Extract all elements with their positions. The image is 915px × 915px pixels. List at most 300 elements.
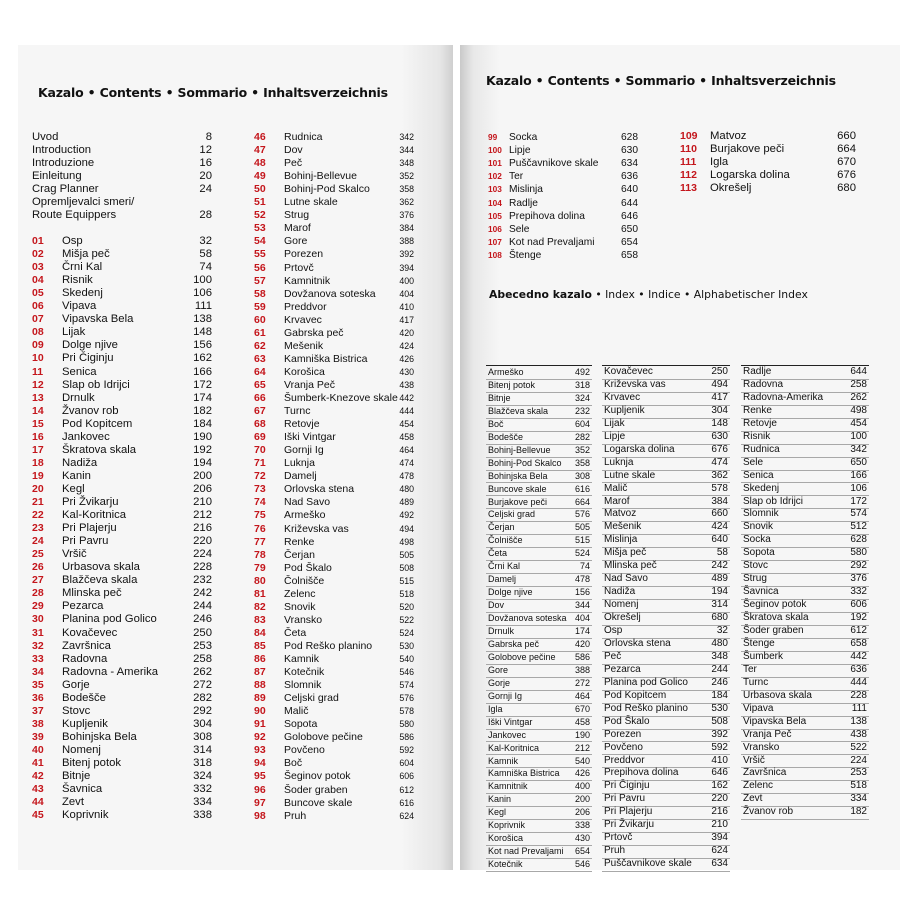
index-entry-page: 324 xyxy=(574,392,590,403)
index-entry xyxy=(741,703,869,717)
index-entry-page: 224 xyxy=(850,754,867,766)
entry-name: Jankovec xyxy=(62,430,110,443)
index-entry xyxy=(741,586,869,600)
index-entry-name: Mislinja xyxy=(604,534,638,546)
index-entry-name: Pod Reško planino xyxy=(604,702,688,714)
entry-number: 67 xyxy=(254,405,266,418)
entry-page: 660 xyxy=(837,130,856,142)
entry-name: Puščavnikove skale xyxy=(509,158,599,170)
index-entry-page: 111 xyxy=(851,702,867,714)
index-entry-name: Zelenc xyxy=(743,780,774,792)
entry-name: Gore xyxy=(284,235,308,248)
entry-number: 92 xyxy=(254,731,266,744)
index-entry-page: 342 xyxy=(850,443,867,455)
entry-name: Škratova skala xyxy=(62,443,137,456)
entry-number: 76 xyxy=(254,522,266,535)
index-entry-name: Boč xyxy=(488,418,504,429)
entry-name: Povčeno xyxy=(284,744,325,757)
entry-name: Einleitung xyxy=(32,170,82,182)
entry-name: Armeško xyxy=(284,509,326,522)
index-entry-page: 242 xyxy=(711,560,728,572)
entry-name: Završnica xyxy=(62,639,111,652)
entry-name: Nadiža xyxy=(62,456,98,469)
index-entry xyxy=(602,470,730,484)
index-entry-name: Četa xyxy=(488,548,508,559)
entry-number: 38 xyxy=(32,717,44,730)
index-entry-name: Peč xyxy=(604,650,622,662)
entry-name: Pri Žvikarju xyxy=(62,496,119,508)
index-entry-page: 162 xyxy=(711,780,728,792)
entry-page: 646 xyxy=(621,210,638,222)
index-entry xyxy=(602,612,730,626)
entry-page: 464 xyxy=(399,445,414,456)
entry-number: 77 xyxy=(254,535,266,548)
index-entry-name: Pri Žvikarju xyxy=(604,819,655,831)
entry-name: Radlje xyxy=(509,197,538,209)
index-entry xyxy=(602,444,730,458)
entry-name: Golobove pečine xyxy=(284,731,363,744)
entry-page: 630 xyxy=(621,145,638,157)
entry-name: Bohinj-Pod Skalco xyxy=(284,183,370,196)
entry-page: 242 xyxy=(193,587,212,600)
entry-number: 42 xyxy=(32,770,44,783)
index-entry-name: Retovje xyxy=(743,417,777,429)
index-entry-page: 444 xyxy=(850,676,867,688)
index-entry-page: 206 xyxy=(574,807,590,818)
index-column-2 xyxy=(602,365,730,870)
entry-number: 82 xyxy=(254,600,266,613)
entry-number: 21 xyxy=(32,496,44,508)
index-entry-name: Lutne skale xyxy=(604,469,656,481)
index-entry-name: Šavnica xyxy=(743,586,779,598)
index-entry-name: Kanin xyxy=(488,794,512,805)
entry-name: Kotečnik xyxy=(284,666,325,679)
index-entry-page: 518 xyxy=(850,780,867,792)
index-entry-page: 646 xyxy=(711,767,728,779)
index-entry xyxy=(741,690,869,704)
entry-number: 52 xyxy=(254,209,266,222)
index-entry-page: 498 xyxy=(850,404,867,416)
entry-page: 148 xyxy=(193,326,212,339)
entry-number: 45 xyxy=(32,809,44,822)
entry-name: Lipje xyxy=(509,145,531,157)
index-entry xyxy=(602,690,730,704)
entry-name: Drnulk xyxy=(62,391,95,404)
entry-number: 94 xyxy=(254,757,266,770)
entry-name: Dovžanova soteska xyxy=(284,287,376,300)
index-entry-name: Skedenj xyxy=(743,482,780,494)
entry-number: 17 xyxy=(32,443,44,456)
index-entry xyxy=(741,560,869,574)
entry-name: Pod Reško planino xyxy=(284,639,373,652)
entry-name: Logarska dolina xyxy=(710,169,790,182)
entry-page: 604 xyxy=(399,758,414,769)
index-entry-page: 650 xyxy=(850,456,867,468)
entry-number: 05 xyxy=(32,287,44,300)
entry-number: 99 xyxy=(488,132,498,142)
index-entry-name: Kamnik xyxy=(488,755,519,766)
index-entry xyxy=(486,793,592,807)
index-entry-name: Pezarca xyxy=(604,663,641,675)
entry-number: 36 xyxy=(32,691,44,704)
index-entry-page: 384 xyxy=(711,495,728,507)
index-entry-name: Nad Savo xyxy=(604,573,648,585)
entry-page: 258 xyxy=(193,652,212,665)
entry-name: Pruh xyxy=(284,809,307,822)
index-entry-page: 438 xyxy=(850,728,867,740)
entry-number: 81 xyxy=(254,587,266,600)
contents-heading-left: Kazalo • Contents • Sommario • Inhaltsverzeichnis xyxy=(38,85,388,100)
entry-number: 54 xyxy=(254,235,266,248)
index-entry-page: 524 xyxy=(574,548,590,559)
entry-page: 426 xyxy=(399,353,414,364)
entry-page: 194 xyxy=(193,456,212,469)
entry-number: 105 xyxy=(488,210,502,221)
entry-number: 56 xyxy=(254,261,266,274)
index-entry-page: 612 xyxy=(850,625,867,636)
entry-name: Korošica xyxy=(284,365,325,378)
index-entry xyxy=(486,832,592,846)
index-entry xyxy=(486,651,592,665)
entry-number: 86 xyxy=(254,653,266,665)
index-entry xyxy=(486,677,592,691)
index-entry xyxy=(741,366,869,380)
entry-name: Vranja Peč xyxy=(284,378,335,391)
entry-name: Route Equippers xyxy=(32,209,117,221)
entry-number: 34 xyxy=(32,665,44,678)
entry-number: 70 xyxy=(254,444,266,457)
entry-number: 25 xyxy=(32,548,44,561)
index-entry-page: 512 xyxy=(850,521,867,533)
entry-number: 101 xyxy=(488,158,502,169)
entry-number: 29 xyxy=(32,600,44,613)
entry-page: 670 xyxy=(837,156,856,169)
index-entry-page: 228 xyxy=(850,689,867,701)
index-entry-page: 644 xyxy=(850,366,867,377)
index-entry xyxy=(486,379,592,393)
entry-number: 03 xyxy=(32,261,44,274)
entry-name: Bohinj-Bellevue xyxy=(284,170,357,183)
entry-number: 07 xyxy=(32,313,44,326)
index-entry-name: Celjski grad xyxy=(488,509,536,520)
entry-page: 442 xyxy=(399,393,414,403)
index-entry-page: 634 xyxy=(711,858,728,870)
entry-name: Buncove skale xyxy=(284,796,353,809)
index-column-3 xyxy=(741,365,869,818)
entry-number: 104 xyxy=(488,197,502,208)
index-entry-page: 606 xyxy=(850,599,867,611)
entry-name: Zevt xyxy=(62,796,84,809)
index-entry-name: Okrešelj xyxy=(604,612,641,624)
entry-name: Lutne skale xyxy=(284,196,338,209)
entry-page: 404 xyxy=(399,288,414,299)
entry-number: 16 xyxy=(32,430,44,443)
entry-page: 250 xyxy=(193,626,212,639)
index-entry-page: 508 xyxy=(711,715,728,727)
index-entry-page: 640 xyxy=(711,534,728,546)
index-entry xyxy=(486,405,592,419)
entry-number: 89 xyxy=(254,692,266,705)
index-entry-page: 194 xyxy=(711,586,728,598)
entry-name: Pezarca xyxy=(62,600,104,613)
index-entry-name: Nomenj xyxy=(604,599,639,611)
entry-page: 578 xyxy=(399,706,414,717)
entry-page: 520 xyxy=(399,601,414,612)
index-entry xyxy=(602,651,730,665)
index-entry-page: 272 xyxy=(574,677,590,688)
entry-number: 109 xyxy=(680,130,698,142)
entry-number: 87 xyxy=(254,666,266,679)
index-entry xyxy=(486,431,592,445)
index-entry-name: Mišja peč xyxy=(604,547,647,559)
entry-page: 32 xyxy=(199,235,212,247)
entry-page: 342 xyxy=(399,132,414,142)
entry-name: Ter xyxy=(509,171,524,183)
index-entry xyxy=(602,508,730,522)
index-entry xyxy=(602,677,730,691)
index-entry-page: 148 xyxy=(711,417,728,429)
entry-page: 612 xyxy=(399,784,414,795)
entry-name: Krvavec xyxy=(284,313,322,326)
entry-name: Retovje xyxy=(284,418,320,431)
index-entry xyxy=(741,379,869,393)
index-entry xyxy=(602,405,730,419)
entry-name: Kal-Koritnica xyxy=(62,509,127,522)
entry-page: 12 xyxy=(199,144,212,156)
entry-number: 73 xyxy=(254,483,266,496)
entry-number: 90 xyxy=(254,705,266,718)
index-entry xyxy=(486,586,592,600)
index-entry-name: Rudnica xyxy=(743,443,780,455)
index-entry-page: 478 xyxy=(574,574,590,585)
entry-page: 458 xyxy=(399,432,414,443)
entry-number: 35 xyxy=(32,678,44,691)
index-entry-name: Pri Čiginju xyxy=(604,780,650,792)
index-entry xyxy=(602,703,730,717)
entry-page: 454 xyxy=(399,419,414,430)
entry-page: 28 xyxy=(199,209,212,221)
index-entry-name: Vipavska Bela xyxy=(743,715,807,727)
index-entry-page: 492 xyxy=(574,367,590,377)
entry-page: 8 xyxy=(205,131,212,143)
index-entry-page: 522 xyxy=(850,741,867,753)
entry-number: 24 xyxy=(32,535,44,548)
entry-page: 224 xyxy=(193,548,212,561)
index-entry-page: 680 xyxy=(711,612,728,624)
entry-name: Porezen xyxy=(284,248,324,261)
index-entry-name: Bohinjska Bela xyxy=(488,470,548,481)
index-entry xyxy=(486,806,592,820)
index-entry xyxy=(741,729,869,743)
index-entry-page: 658 xyxy=(850,637,867,649)
entry-number: 30 xyxy=(32,613,44,626)
entry-number: 01 xyxy=(32,235,44,247)
entry-name: Črni Kal xyxy=(62,261,103,274)
entry-page: 650 xyxy=(621,223,638,235)
index-entry xyxy=(602,534,730,548)
index-entry-name: Prtovč xyxy=(604,832,633,844)
index-entry-name: Bitnje xyxy=(488,392,511,403)
index-entry-name: Žvanov rob xyxy=(743,806,794,818)
entry-name: Malič xyxy=(284,705,309,718)
index-entry xyxy=(486,767,592,781)
entry-name: Uvod xyxy=(32,131,59,143)
index-entry-name: Blažčeva skala xyxy=(488,405,549,416)
index-entry-page: 454 xyxy=(850,417,867,429)
index-entry-name: Kot nad Prevaljami xyxy=(488,846,564,857)
entry-name: Pod Škalo xyxy=(284,561,332,574)
index-entry-page: 182 xyxy=(850,806,867,818)
index-entry-name: Ter xyxy=(743,663,757,675)
index-entry-page: 192 xyxy=(850,612,867,624)
entry-number: 22 xyxy=(32,509,44,522)
entry-page: 244 xyxy=(193,600,212,613)
index-entry-name: Luknja xyxy=(604,456,634,468)
index-entry-name: Šoder graben xyxy=(743,625,804,636)
entry-page: 410 xyxy=(399,301,414,312)
index-entry-name: Kovačevec xyxy=(604,366,653,377)
index-entry xyxy=(486,470,592,484)
index-entry-name: Preddvor xyxy=(604,754,645,766)
index-entry-page: 430 xyxy=(574,833,590,844)
entry-name: Sopota xyxy=(284,718,318,731)
entry-name: Bitnje xyxy=(62,770,91,783)
index-entry xyxy=(486,755,592,769)
entry-number: 93 xyxy=(254,744,266,757)
index-entry xyxy=(602,521,730,535)
index-entry xyxy=(602,845,730,859)
entry-page: 376 xyxy=(399,210,414,221)
entry-name: Mlinska peč xyxy=(62,587,122,600)
index-entry xyxy=(741,405,869,419)
index-entry-name: Škratova skala xyxy=(743,612,809,624)
index-entry-page: 530 xyxy=(711,702,728,714)
entry-page: 332 xyxy=(193,783,212,796)
entry-name: Nomenj xyxy=(62,743,101,756)
entry-page: 253 xyxy=(193,639,212,652)
entry-name: Gabrska peč xyxy=(284,326,344,339)
entry-name: Koprivnik xyxy=(62,809,109,822)
entry-page: 508 xyxy=(399,562,414,573)
entry-name: Celjski grad xyxy=(284,692,339,705)
index-entry xyxy=(486,366,592,380)
entry-number: 112 xyxy=(680,169,697,182)
entry-page: 680 xyxy=(837,182,856,195)
index-entry-page: 344 xyxy=(574,600,590,611)
entry-name: Četa xyxy=(284,626,307,639)
index-entry xyxy=(602,780,730,794)
index-entry-name: Šeginov potok xyxy=(743,599,807,611)
index-entry-name: Kal-Koritnica xyxy=(488,742,540,753)
contents-heading-right: Kazalo • Contents • Sommario • Inhaltsverzeichnis xyxy=(486,73,836,88)
index-entry-name: Senica xyxy=(743,469,774,481)
index-entry xyxy=(486,560,592,574)
index-entry-page: 426 xyxy=(574,768,590,779)
entry-number: 71 xyxy=(254,457,266,470)
entry-name: Gorje xyxy=(62,678,90,691)
index-entry xyxy=(486,716,592,730)
entry-page: 184 xyxy=(193,417,212,430)
index-entry-page: 308 xyxy=(574,470,590,481)
index-entry-page: 216 xyxy=(711,806,728,818)
entry-page: 282 xyxy=(193,691,212,704)
entry-number: 43 xyxy=(32,783,44,796)
entry-number: 09 xyxy=(32,339,44,352)
entry-page: 480 xyxy=(399,484,414,495)
index-entry xyxy=(741,806,869,820)
index-entry xyxy=(602,457,730,471)
index-entry xyxy=(741,716,869,730)
index-entry-page: 184 xyxy=(711,689,728,701)
entry-page: 664 xyxy=(837,143,856,156)
entry-number: 107 xyxy=(488,236,502,247)
index-entry xyxy=(602,379,730,393)
index-entry-page: 166 xyxy=(850,469,867,481)
entry-name: Vipava xyxy=(62,300,97,313)
entry-number: 53 xyxy=(254,222,266,235)
entry-name: Renke xyxy=(284,535,315,548)
entry-page: 292 xyxy=(193,704,212,717)
index-entry-page: 246 xyxy=(711,676,728,688)
entry-number: 95 xyxy=(254,770,266,783)
entry-name: Bitenj potok xyxy=(62,757,122,769)
index-entry-page: 420 xyxy=(574,638,590,649)
index-entry-page: 190 xyxy=(574,729,590,740)
index-entry-name: Buncove skale xyxy=(488,483,547,494)
index-entry-name: Turnc xyxy=(743,676,769,688)
entry-number: 113 xyxy=(680,182,697,195)
index-entry-page: 258 xyxy=(850,378,867,390)
entry-number: 20 xyxy=(32,482,44,495)
entry-number: 91 xyxy=(254,718,266,731)
entry-number: 04 xyxy=(32,274,44,287)
index-entry xyxy=(602,638,730,652)
entry-page: 636 xyxy=(621,171,638,183)
entry-number: 11 xyxy=(32,365,44,378)
entry-number: 61 xyxy=(254,326,266,339)
index-entry-page: 576 xyxy=(574,509,590,520)
entry-number: 50 xyxy=(254,183,266,196)
entry-number: 84 xyxy=(254,626,266,639)
entry-name: Mešenik xyxy=(284,339,324,352)
entry-page: 272 xyxy=(193,678,212,691)
entry-page: 24 xyxy=(199,183,212,195)
entry-number: 62 xyxy=(254,339,266,352)
entry-name: Kupljenik xyxy=(62,717,108,730)
index-entry-page: 458 xyxy=(574,716,590,727)
entry-name: Nad Savo xyxy=(284,496,331,509)
index-entry-name: Krvavec xyxy=(604,391,641,403)
index-entry xyxy=(486,483,592,497)
entry-page: 200 xyxy=(193,469,212,482)
entry-page: 314 xyxy=(193,743,212,756)
index-entry xyxy=(741,612,869,626)
entry-page: 246 xyxy=(193,613,212,626)
entry-name: Kanin xyxy=(62,469,91,482)
entry-page: 182 xyxy=(193,404,212,417)
index-entry xyxy=(741,573,869,587)
index-entry-name: Socka xyxy=(743,534,771,546)
index-entry-page: 546 xyxy=(574,859,590,870)
entry-page: 524 xyxy=(399,627,414,638)
entry-number: 31 xyxy=(32,626,44,639)
index-entry-name: Osp xyxy=(604,625,623,636)
index-entry-name: Pod Kopitcem xyxy=(604,689,667,701)
entry-page: 522 xyxy=(399,614,414,625)
index-entry-page: 174 xyxy=(574,626,590,636)
index-entry-page: 32 xyxy=(716,625,728,636)
entry-number: 13 xyxy=(32,391,44,404)
